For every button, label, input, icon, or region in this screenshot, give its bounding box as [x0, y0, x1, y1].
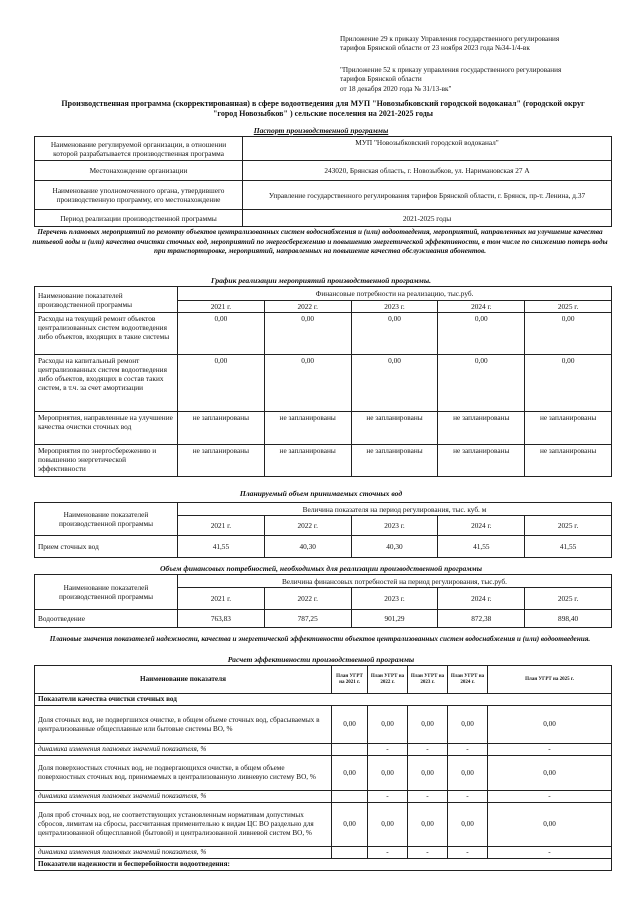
cell-value: 0,00	[438, 355, 525, 412]
measures-intro: Перечень плановых мероприятий по ремонту объектов централизованных систем водоснабжения и (или) водоотведения, мероприятий, направленных на улучшение качества питьевой воды и (или) качества очистки сточных вод, мероприятий по энергосбережению и повышению энергетической эффективности, в том числе по снижению потерь воды при транспортировке, мероприятий, направленных на повышение качества обслуживания абонентов.	[32, 228, 608, 256]
dynamics-value: -	[488, 847, 612, 859]
passport-value: МУП "Новозыбковский городской водоканал"	[243, 137, 612, 161]
year-header: 2021 г.	[178, 516, 265, 536]
finance-caption: Объем финансовых потребностей, необходимых для реализации производственной программы	[159, 564, 483, 573]
cell-value: 0,00	[448, 756, 488, 791]
passport-label: Наименование регулируемой организации, в отношении которой разрабатывается производственная программа	[35, 137, 243, 161]
volume-table	[34, 502, 612, 558]
table-row	[35, 137, 612, 161]
passport-table	[34, 136, 612, 227]
header-line: Приложение 29 к приказу Управления государственного регулирования	[340, 35, 560, 43]
cell-value: 0,00	[448, 706, 488, 744]
cell-value: 0,00	[488, 706, 612, 744]
table-row	[35, 287, 612, 301]
dynamics-value: -	[408, 744, 448, 756]
table-row	[35, 859, 612, 871]
dynamics-value: -	[448, 744, 488, 756]
group-header: Величина показателя на период регулирования, тыс. куб. м	[178, 503, 612, 516]
cell-value: 0,00	[178, 355, 265, 412]
cell-value: 901,29	[351, 610, 438, 628]
cell-value: 0,00	[332, 803, 368, 847]
table-row	[35, 756, 612, 791]
cell-value: 41,55	[178, 536, 265, 558]
year-header: 2023 г.	[351, 588, 438, 610]
row-label: Водоотведение	[35, 610, 178, 628]
passport-label: Местонахождение организации	[35, 161, 243, 181]
year-header: 2023 г.	[351, 301, 438, 313]
cell-value: 898,40	[525, 610, 612, 628]
plan-header: План УГРТ на 2021 г.	[332, 666, 368, 694]
dynamics-value	[332, 791, 368, 803]
cell-value: не запланированы	[351, 412, 438, 445]
cell-value: не запланированы	[525, 412, 612, 445]
cell-value: 0,00	[408, 706, 448, 744]
title-line: Производственная программа (скорректированная) в сфере водоотведения для МУП "Новозыбковский городской водоканал" (городской округ	[61, 99, 585, 108]
cell-value: не запланированы	[525, 445, 612, 477]
table-row	[35, 847, 612, 859]
cell-value: 41,55	[438, 536, 525, 558]
dynamics-value: -	[368, 847, 408, 859]
table-row	[35, 412, 612, 445]
dynamics-value: -	[488, 791, 612, 803]
header-line: от 18 декабря 2020 года № 31/13-вк"	[340, 84, 452, 93]
cell-value: 0,00	[488, 803, 612, 847]
table-row	[35, 161, 612, 181]
cell-value: 0,00	[178, 313, 265, 355]
plan-header: План УГРТ на 2022 г.	[368, 666, 408, 694]
cell-value: не запланированы	[264, 445, 351, 477]
dynamics-value: -	[408, 847, 448, 859]
group-header: Величина финансовых потребностей на период регулирования, тыс.руб.	[178, 575, 612, 588]
table-row	[35, 803, 612, 847]
passport-value: Управление государственного регулирования тарифов Брянской области, г. Брянск, пр-т. Ленина, д.37	[243, 181, 612, 210]
column-header: Наименование показателей производственной программы	[35, 575, 178, 610]
indicators-caption: Плановые значения показателей надежности, качества и энергетической эффективности объектов централизованных систем водоснабжения и (или) водоотведения.	[49, 635, 591, 643]
plan-header: План УГРТ на 2024 г.	[448, 666, 488, 694]
dynamics-value	[332, 744, 368, 756]
row-label: Мероприятия, направленные на улучшение качества очистки сточных вод	[35, 412, 178, 445]
table-row	[35, 666, 612, 694]
year-header: 2021 г.	[178, 588, 265, 610]
column-header: Наименование показателя	[35, 666, 332, 694]
cell-value: 41,55	[525, 536, 612, 558]
cell-value: не запланированы	[178, 412, 265, 445]
table-row	[35, 210, 612, 227]
group-header: Финансовые потребности на реализацию, тыс.руб.	[178, 287, 612, 301]
column-header: Наименование показателей производственной программы	[35, 287, 178, 313]
table-row	[35, 181, 612, 210]
dynamics-label: динамика изменения плановых значений показателя, %	[35, 847, 332, 859]
finance-table	[34, 574, 612, 628]
volume-caption: Планируемый объем принимаемых сточных вод	[239, 489, 403, 498]
table-row	[35, 355, 612, 412]
row-label: Расходы на текущий ремонт объектов централизованных систем водоотведения либо объектов, входящих в такие системы	[35, 313, 178, 355]
column-header: Наименование показателей производственной программы	[35, 503, 178, 536]
cell-value: 40,30	[351, 536, 438, 558]
table-row	[35, 744, 612, 756]
table-row	[35, 575, 612, 588]
cell-value: 787,25	[264, 610, 351, 628]
passport-value: 243020, Брянская область, г. Новозыбков, ул. Наримановская 27 А	[243, 161, 612, 181]
header-line: "Приложение 52 к приказу управления государственного регулирования	[340, 66, 562, 74]
year-header: 2025 г.	[525, 588, 612, 610]
cell-value: 0,00	[368, 706, 408, 744]
cell-value: 763,83	[178, 610, 265, 628]
year-header: 2022 г.	[264, 588, 351, 610]
appendix-header-current	[340, 35, 630, 54]
cell-value: не запланированы	[351, 445, 438, 477]
cell-value: 0,00	[448, 803, 488, 847]
table-row	[35, 536, 612, 558]
cell-value: 0,00	[525, 355, 612, 412]
passport-label: Наименование уполномоченного органа, утвердившего производственную программу, его местонахождение	[35, 181, 243, 210]
section-header: Показатели качества очистки сточных вод	[35, 694, 612, 706]
row-label: Мероприятия по энергосбережению и повышению энергетической эффективности	[35, 445, 178, 477]
cell-value: не запланированы	[438, 412, 525, 445]
dynamics-value: -	[408, 791, 448, 803]
year-header: 2024 г.	[438, 301, 525, 313]
cell-value: 0,00	[351, 355, 438, 412]
cell-value: 0,00	[264, 355, 351, 412]
cell-value: 0,00	[368, 803, 408, 847]
cell-value: 40,30	[264, 536, 351, 558]
dynamics-value: -	[448, 791, 488, 803]
plan-header: План УГРТ на 2023 г.	[408, 666, 448, 694]
efficiency-caption: Расчет эффективности производственной программы	[227, 655, 415, 664]
cell-value: 0,00	[351, 313, 438, 355]
year-header: 2025 г.	[525, 516, 612, 536]
passport-label: Период реализации производственной программы	[35, 210, 243, 227]
cell-value: 0,00	[488, 756, 612, 791]
row-label: Доля поверхностных сточных вод, не подвергающихся очистке, в общем объеме поверхностных сточных вод, принимаемых в централизованную ливневую систему ВО, %	[35, 756, 332, 791]
header-line: тарифов Брянской области от 23 ноября 2023 года №34-1/4-вк	[340, 44, 530, 53]
header-line: тарифов Брянской области	[340, 75, 422, 84]
dynamics-value	[332, 847, 368, 859]
dynamics-value: -	[448, 847, 488, 859]
row-label: Доля сточных вод, не подвергшихся очистке, в общем объеме сточных вод, сбрасываемых в централизованные общесплавные или бытовые системы ВО, %	[35, 706, 332, 744]
cell-value: 0,00	[408, 756, 448, 791]
cell-value: 872,38	[438, 610, 525, 628]
table-row	[35, 791, 612, 803]
year-header: 2023 г.	[351, 516, 438, 536]
table-row	[35, 610, 612, 628]
section-header: Показатели надежности и бесперебойности водоотведения:	[35, 859, 612, 871]
cell-value: 0,00	[332, 756, 368, 791]
table-row	[35, 445, 612, 477]
measures-table	[34, 286, 612, 477]
dynamics-label: динамика изменения плановых значений показателя, %	[35, 744, 332, 756]
cell-value: 0,00	[408, 803, 448, 847]
table-row	[35, 694, 612, 706]
passport-value: 2021-2025 годы	[243, 210, 612, 227]
year-header: 2022 г.	[264, 301, 351, 313]
table-row	[35, 503, 612, 516]
cell-value: 0,00	[438, 313, 525, 355]
passport-caption: Паспорт производственной программы	[253, 126, 389, 135]
year-header: 2024 г.	[438, 516, 525, 536]
dynamics-label: динамика изменения плановых значений показателя, %	[35, 791, 332, 803]
row-label: Расходы на капитальный ремонт централизованных систем водоотведения либо объектов, входящих в состав таких систем, в т.ч. за счет амортизации	[35, 355, 178, 412]
document-title	[30, 99, 616, 119]
cell-value: не запланированы	[264, 412, 351, 445]
year-header: 2021 г.	[178, 301, 265, 313]
row-label: Доля проб сточных вод, не соответствующих установленным нормативам допустимых сбросов, лимитам на сбросы, рассчитанная применительно к видам ЦС ВО раздельно для централизованной общесплавной (бытовой) и централизованной ливневой систем ВО, %	[35, 803, 332, 847]
dynamics-value: -	[368, 744, 408, 756]
cell-value: 0,00	[264, 313, 351, 355]
plan-header: План УГРТ на 2025 г.	[488, 666, 612, 694]
table-row	[35, 313, 612, 355]
cell-value: не запланированы	[178, 445, 265, 477]
year-header: 2025 г.	[525, 301, 612, 313]
cell-value: 0,00	[525, 313, 612, 355]
cell-value: не запланированы	[438, 445, 525, 477]
title-line: "город Новозыбков" ) сельские поселения на 2021-2025 годы	[212, 109, 434, 118]
dynamics-value: -	[488, 744, 612, 756]
appendix-header-original	[340, 66, 630, 94]
measures-caption: График реализации мероприятий производственной программы.	[210, 276, 432, 285]
year-header: 2024 г.	[438, 588, 525, 610]
cell-value: 0,00	[332, 706, 368, 744]
dynamics-value: -	[368, 791, 408, 803]
year-header: 2022 г.	[264, 516, 351, 536]
row-label: Прием сточных вод	[35, 536, 178, 558]
table-row	[35, 706, 612, 744]
cell-value: 0,00	[368, 756, 408, 791]
indicators-table	[34, 665, 612, 871]
